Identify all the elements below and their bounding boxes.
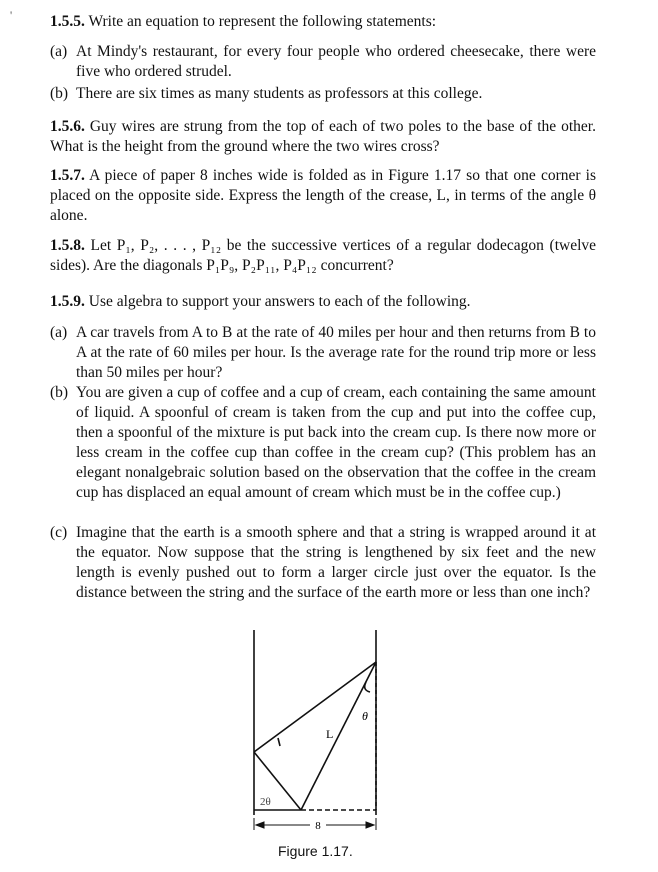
problem-number: 1.5.9.	[50, 293, 85, 310]
problem-text: Guy wires are strung from the top of each of two poles to the base of the other. What is the height from the ground where the two wires cross?	[50, 118, 596, 155]
problem-1-5-5	[50, 12, 596, 32]
part-a	[50, 323, 596, 383]
handwritten-angle-label: 2θ	[260, 796, 271, 808]
part-b	[50, 383, 596, 503]
part-a	[50, 42, 596, 82]
part-label: (a)	[50, 324, 68, 341]
part-label: (c)	[50, 524, 68, 541]
problem-text: Let P₁, P₂, . . . , P₁₂ be the successive vertices of a regular dodecagon (twelve sides). Are the diagonals P₁P₉, P₂P₁₁, P₄P₁₂ concurrent?	[50, 237, 597, 274]
figure-1-17	[236, 630, 406, 845]
problem-text: Write an equation to represent the following statements:	[88, 13, 437, 30]
problem-1-5-9	[50, 292, 596, 312]
part-label: (b)	[50, 85, 69, 102]
part-label: (b)	[50, 384, 69, 401]
problem-number: 1.5.5.	[50, 13, 85, 30]
problem-number: 1.5.7.	[50, 167, 85, 184]
problem-number: 1.5.6.	[50, 118, 85, 135]
width-label: 8	[315, 820, 321, 832]
problem-1-5-6	[50, 117, 596, 157]
part-b	[50, 84, 596, 104]
left-arrow	[256, 822, 264, 828]
theta-arc	[365, 682, 370, 692]
problem-text: Use algebra to support your answers to each of the following.	[88, 293, 471, 310]
problem-1-5-7	[50, 166, 596, 226]
problem-text: A piece of paper 8 inches wide is folded as in Figure 1.17 so that one corner is placed on the opposite side. Express the length of the crease, L, in terms of the angle θ alone.	[50, 167, 596, 224]
part-text: A car travels from A to B at the rate of 40 miles per hour and then returns from B to A at the rate of 60 miles per hour. Is the average rate for the round trip more or less than 50 miles per hour?	[76, 324, 596, 381]
tick-mark	[278, 738, 280, 746]
problem-1-5-8	[50, 236, 596, 276]
figure-caption: Figure 1.17.	[278, 843, 353, 859]
problem-number: 1.5.8.	[50, 237, 85, 254]
corner-mark: '	[10, 8, 13, 22]
part-c	[50, 523, 596, 603]
right-arrow	[366, 822, 374, 828]
theta-label: θ	[362, 709, 368, 723]
part-label: (a)	[50, 43, 68, 60]
part-text: Imagine that the earth is a smooth sphere and that a string is wrapped around it at the equator. Now suppose that the string is lengthened by six feet and the new length is evenly pushed out to form a larger circle just over the equator. Is the distance between the string and the surface of the earth more or less than one inch?	[76, 524, 596, 601]
top-fold-line	[254, 662, 376, 752]
crease-label: L	[326, 727, 334, 741]
part-text: At Mindy's restaurant, for every four people who ordered cheesecake, there were five who ordered strudel.	[76, 43, 596, 80]
part-text: You are given a cup of coffee and a cup of cream, each containing the same amount of liquid. A spoonful of cream is taken from the cup and put into the coffee cup, then a spoonful of the mixture is put back into the cream cup. Is there now more or less cream in the coffee cup than coffee in the cream cup? (This problem has an elegant nonalgebraic solution based on the observation that the coffee in the cream cup has displaced an equal amount of cream which must be in the coffee cup.)	[76, 384, 596, 501]
part-text: There are six times as many students as professors at this college.	[76, 85, 483, 102]
